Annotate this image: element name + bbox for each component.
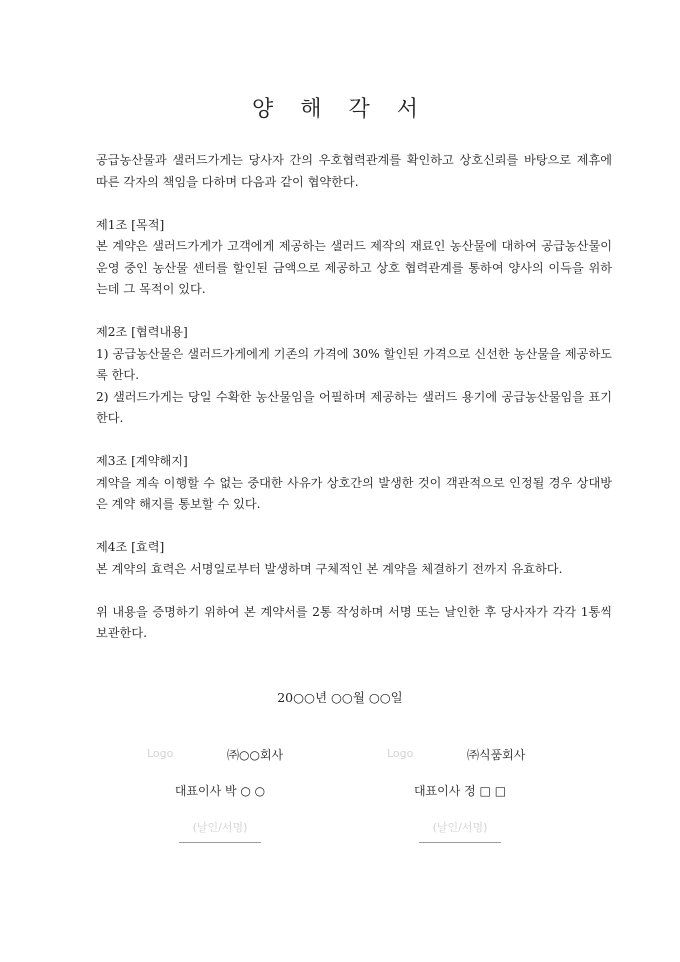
party-company-name: ㈜식품회사 — [467, 748, 526, 762]
party-seal-placeholder: (날인/서명) — [192, 821, 248, 834]
closing-statement: 위 내용을 증명하기 위하여 본 계약서를 2통 작성하며 서명 또는 날인한 후 당사자가 각각 1통씩 보관한다. — [96, 604, 612, 640]
party-seal-placeholder: (날인/서명) — [432, 821, 488, 834]
party-logo-placeholder: Logo — [147, 747, 174, 760]
party-representative: 대표이사 박 ○ ○ — [174, 784, 266, 798]
article-heading: 제1조 [목적] — [96, 217, 165, 232]
party-2-block — [355, 745, 595, 855]
article-4 — [96, 537, 612, 580]
article-3 — [96, 451, 612, 516]
article-heading: 제4조 [효력] — [96, 540, 165, 554]
article-heading: 제3조 [계약해지] — [96, 454, 188, 468]
article-2 — [96, 322, 612, 430]
document-body — [96, 150, 612, 645]
party-1-block — [115, 745, 355, 855]
party-logo-placeholder: Logo — [387, 747, 414, 760]
article-1 — [96, 215, 612, 301]
article-paragraph: 1) 공급농산물은 샐러드가게에게 기존의 가격에 30% 할인된 가격으로 신선한 농산물을 제공하도록 한다. — [96, 346, 612, 382]
article-paragraph: 본 계약의 효력은 서명일로부터 발생하며 구체적인 본 계약을 체결하기 전까지 유효하다. — [96, 561, 563, 576]
party-representative: 대표이사 정 □ □ — [413, 784, 507, 798]
article-paragraph: 계약을 계속 이행할 수 없는 중대한 사유가 상호간의 발생한 것이 객관적으로 인정될 경우 상대방은 계약 해지를 통보할 수 있다. — [96, 475, 612, 511]
signing-date: 20○○년 ○○월 ○○일 — [277, 690, 403, 705]
document-title: 양 해 각 서 — [252, 97, 428, 122]
article-paragraph: 2) 샐러드가게는 당일 수확한 농산물임을 어필하며 제공하는 샐러드 용기에 공급농산물임을 표기한다. — [96, 389, 612, 425]
signature-line — [179, 842, 261, 843]
article-heading: 제2조 [협력내용] — [96, 325, 188, 339]
party-company-name: ㈜○○회사 — [227, 748, 284, 762]
preamble: 공급농산물과 샐러드가게는 당사자 간의 우호협력관계를 확인하고 상호신뢰를 바탕으로 제휴에 따른 각자의 책임을 다하며 다음과 같이 협약한다. — [96, 153, 612, 189]
signature-line — [419, 842, 501, 843]
article-paragraph: 본 계약은 샐러드가게가 고객에게 제공하는 샐러드 제작의 재료인 농산물에 대하여 공급농산물이 운영 중인 농산물 센터를 할인된 금액으로 제공하고 상호 협력관계를 통하여 양사의 이득을 위하는데 그 목적이 있다. — [96, 239, 612, 296]
